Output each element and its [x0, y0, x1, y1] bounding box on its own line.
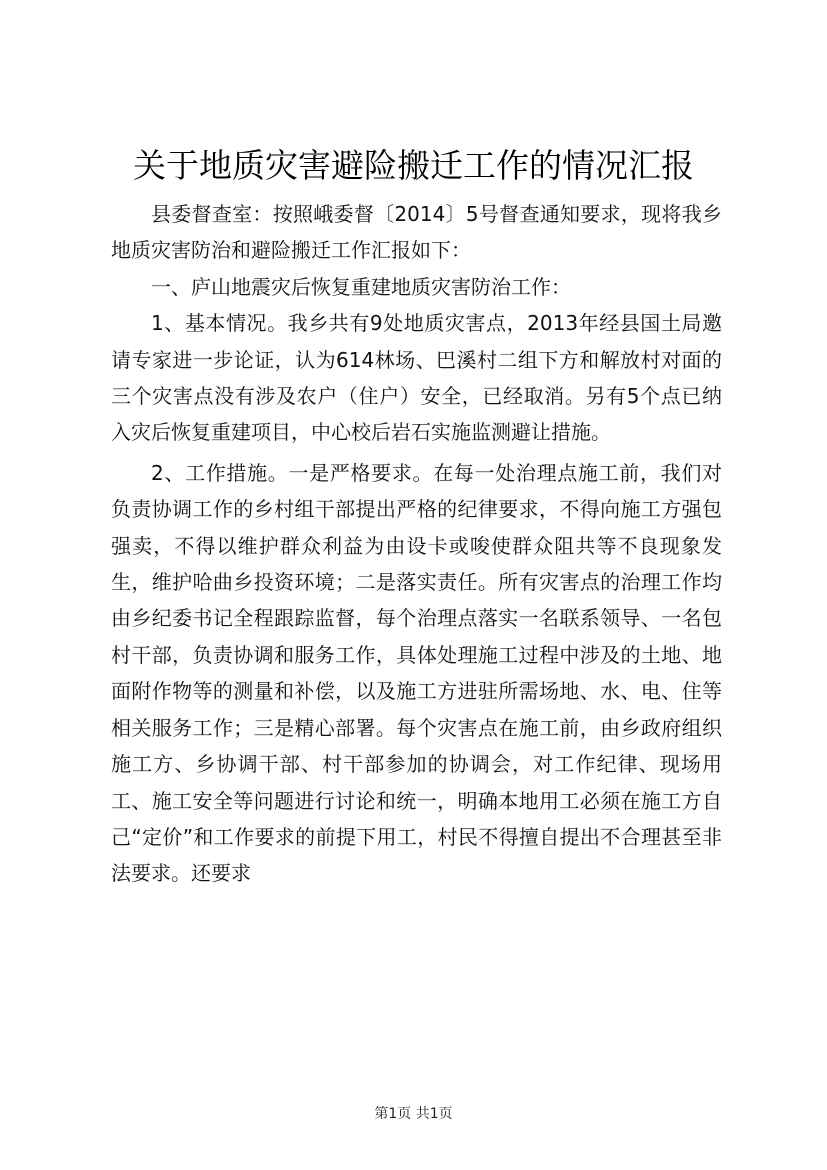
document-body [111, 196, 722, 892]
paragraph-work-measures: 2、工作措施。一是严格要求。在每一处治理点施工前，我们对负责协调工作的乡村组干部提出严格的纪律要求，不得向施工方强包强卖，不得以维护群众利益为由设卡或唆使群众阻共等不良现象发生，维护哈曲乡投资环境；二是落实责任。所有灾害点的治理工作均由乡纪委书记全程跟踪监督，每个治理点落实一名联系领导、一名包村干部，负责协调和服务工作，具体处理施工过程中涉及的土地、地面附作物等的测量和补偿，以及施工方进驻所需场地、水、电、住等相关服务工作；三是精心部署。每个灾害点在施工前，由乡政府组织施工方、乡协调干部、村干部参加的协调会，对工作纪律、现场用工、施工安全等问题进行讨论和统一，明确本地用工必须在施工方自己“定价”和工作要求的前提下用工，村民不得擅自提出不合理甚至非法要求。还要求 [111, 460, 722, 886]
paragraph-basic-situation: 1、基本情况。我乡共有9处地质灾害点，2013年经县国土局邀请专家进一步论证，认为614林场、巴溪村二组下方和解放村对面的三个灾害点没有涉及农户（住户）安全，已经取消。另有5个点已纳入灾后恢复重建项目，中心校后岩石实施监测避让措施。 [111, 311, 722, 445]
paragraph-section-heading: 一、庐山地震灾后恢复重建地质灾害防治工作： [151, 274, 571, 299]
document-title: 关于地质灾害避险搬迁工作的情况汇报 [133, 146, 694, 185]
paragraph-salutation: 县委督查室：按照峨委督〔2014〕5号督查通知要求，现将我乡地质灾害防治和避险搬迁工作汇报如下： [111, 202, 722, 263]
page-number-footer: 第1页 共1页 [374, 1106, 453, 1122]
